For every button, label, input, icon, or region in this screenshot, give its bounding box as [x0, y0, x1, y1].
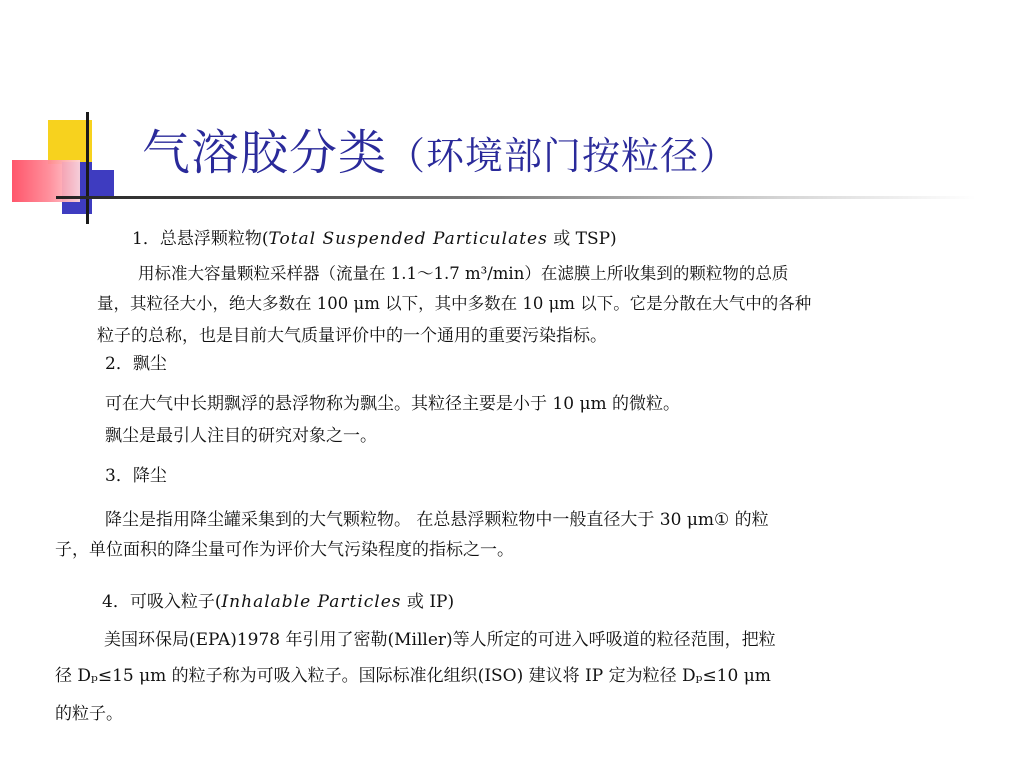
section-1-heading-english: Total Suspended Particulates: [268, 229, 548, 249]
section-4-heading-prefix: 4．可吸入粒子(: [102, 592, 222, 612]
decor-vertical-line: [86, 112, 89, 224]
section-2-line-2: 飘尘是最引人注目的研究对象之一。: [105, 426, 377, 446]
section-4-line-3: 的粒子。: [55, 704, 123, 724]
slide-title-sub: （环境部门按粒径）: [387, 134, 739, 178]
slide-title: [142, 114, 738, 183]
section-3-line-1: 降尘是指用降尘罐采集到的大气颗粒物。 在总悬浮颗粒物中一般直径大于 30 μm① 的粒: [105, 510, 769, 530]
section-3-heading: 3．降尘: [105, 466, 167, 486]
section-1-heading: [132, 229, 617, 249]
decor-blue-square-small: [92, 170, 114, 198]
section-4-line-2: 径 Dₚ≤15 μm 的粒子称为可吸入粒子。国际标准化组织(ISO) 建议将 IP 定为粒径 Dₚ≤10 μm: [55, 666, 771, 686]
section-4-heading-suffix: 或 IP): [401, 592, 455, 612]
section-4-heading-english: Inhalable Particles: [221, 592, 402, 612]
slide-title-main: 气溶胶分类: [142, 125, 388, 181]
section-1-line-2: 量，其粒径大小，绝大多数在 100 μm 以下，其中多数在 10 μm 以下。它是分散在大气中的各种: [97, 294, 812, 313]
section-1-heading-suffix: 或 TSP): [547, 229, 617, 249]
section-1-line-1: 用标准大容量颗粒采样器（流量在 1.1～1.7 m³/min）在滤膜上所收集到的颗粒物的总质: [138, 264, 789, 283]
section-4-line-1: 美国环保局(EPA)1978 年引用了密勒(Miller)等人所定的可进入呼吸道的粒径范围，把粒: [104, 630, 776, 650]
title-underline: [56, 196, 976, 199]
section-2-heading: 2．飘尘: [105, 354, 167, 374]
section-4-heading: [102, 592, 454, 612]
section-1-line-3: 粒子的总称，也是目前大气质量评价中的一个通用的重要污染指标。: [97, 326, 607, 346]
section-3-line-2: 子，单位面积的降尘量可作为评价大气污染程度的指标之一。: [55, 540, 514, 560]
section-1-heading-prefix: 1．总悬浮颗粒物(: [132, 229, 269, 249]
section-2-line-1: 可在大气中长期飘浮的悬浮物称为飘尘。其粒径主要是小于 10 μm 的微粒。: [105, 394, 681, 414]
